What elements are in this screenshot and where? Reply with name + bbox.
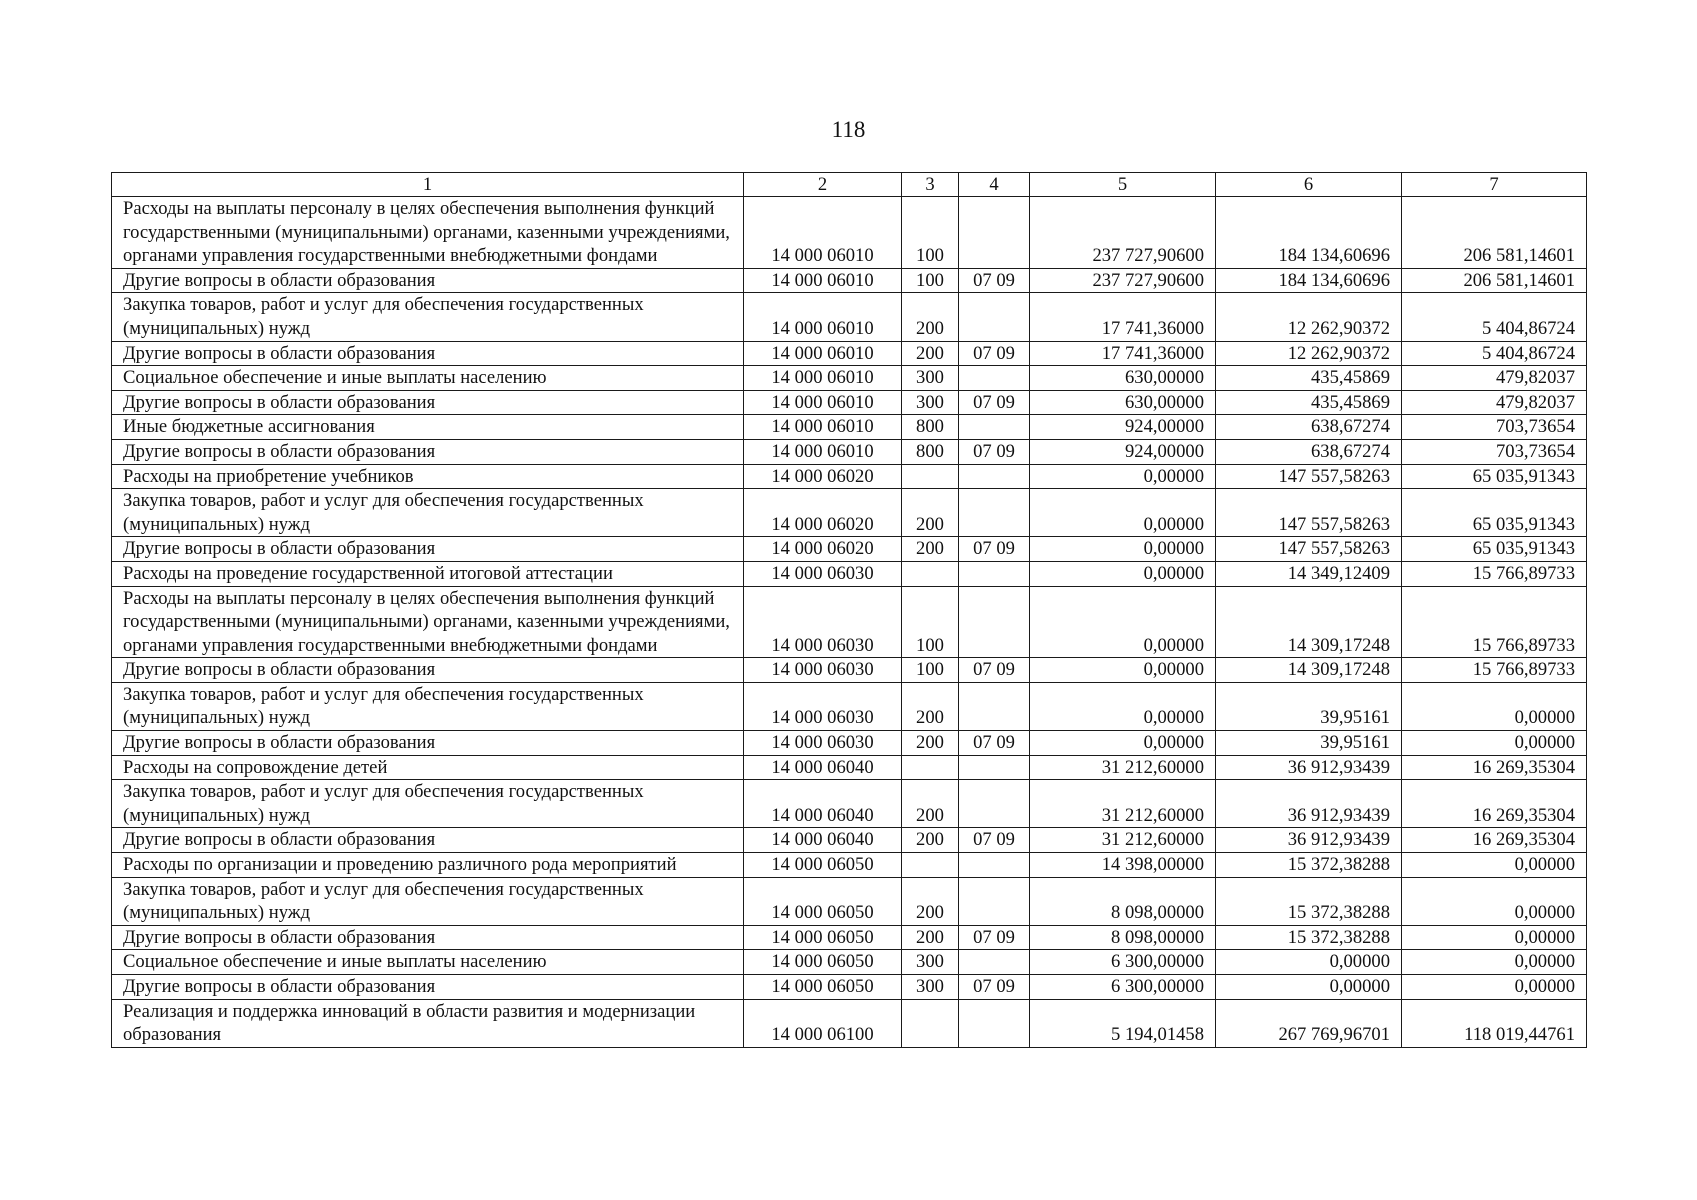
amount-col6-cell: 39,95161 (1216, 682, 1402, 730)
column-number-cell: 7 (1402, 173, 1587, 197)
expense-name-cell: Расходы на выплаты персоналу в целях обеспечения выполнения функций государственными (муниципальными) органами, казенными учреждениями, органами управления государственными внебюджетными фондами (112, 197, 744, 269)
expense-type-cell (902, 561, 959, 586)
expense-type-cell: 200 (902, 925, 959, 950)
expense-name-cell: Расходы на сопровождение детей (112, 755, 744, 780)
target-article-cell: 14 000 06020 (744, 464, 902, 489)
expense-type-cell (902, 999, 959, 1047)
table-row (112, 537, 1587, 562)
amount-col7-cell: 703,73654 (1402, 439, 1587, 464)
section-code-cell: 07 09 (959, 268, 1030, 293)
expense-name-cell: Закупка товаров, работ и услуг для обеспечения государственных (муниципальных) нужд (112, 682, 744, 730)
section-code-cell (959, 293, 1030, 341)
amount-col5-cell: 8 098,00000 (1030, 877, 1216, 925)
amount-col5-cell: 0,00000 (1030, 537, 1216, 562)
amount-col5-cell: 0,00000 (1030, 658, 1216, 683)
section-code-cell (959, 950, 1030, 975)
target-article-cell: 14 000 06050 (744, 975, 902, 1000)
amount-col6-cell: 0,00000 (1216, 975, 1402, 1000)
amount-col6-cell: 36 912,93439 (1216, 828, 1402, 853)
amount-col5-cell: 6 300,00000 (1030, 950, 1216, 975)
expense-type-cell: 300 (902, 366, 959, 391)
target-article-cell: 14 000 06010 (744, 366, 902, 391)
table-row (112, 853, 1587, 878)
table-row (112, 390, 1587, 415)
table-body (112, 197, 1587, 1048)
target-article-cell: 14 000 06010 (744, 439, 902, 464)
amount-col7-cell: 0,00000 (1402, 950, 1587, 975)
amount-col7-cell: 206 581,14601 (1402, 268, 1587, 293)
expense-type-cell: 200 (902, 341, 959, 366)
section-code-cell (959, 780, 1030, 828)
expense-type-cell: 200 (902, 489, 959, 537)
amount-col6-cell: 0,00000 (1216, 950, 1402, 975)
amount-col6-cell: 15 372,38288 (1216, 877, 1402, 925)
table-row (112, 366, 1587, 391)
amount-col5-cell: 0,00000 (1030, 561, 1216, 586)
amount-col5-cell: 17 741,36000 (1030, 341, 1216, 366)
amount-col5-cell: 14 398,00000 (1030, 853, 1216, 878)
target-article-cell: 14 000 06030 (744, 586, 902, 658)
column-number-cell: 4 (959, 173, 1030, 197)
target-article-cell: 14 000 06050 (744, 877, 902, 925)
expense-name-cell: Расходы на проведение государственной итоговой аттестации (112, 561, 744, 586)
amount-col5-cell: 0,00000 (1030, 489, 1216, 537)
amount-col7-cell: 5 404,86724 (1402, 293, 1587, 341)
amount-col6-cell: 15 372,38288 (1216, 853, 1402, 878)
expense-type-cell (902, 464, 959, 489)
amount-col6-cell: 638,67274 (1216, 439, 1402, 464)
section-code-cell: 07 09 (959, 925, 1030, 950)
table-row (112, 877, 1587, 925)
amount-col7-cell: 0,00000 (1402, 975, 1587, 1000)
section-code-cell (959, 415, 1030, 440)
section-code-cell (959, 464, 1030, 489)
expense-type-cell (902, 853, 959, 878)
amount-col5-cell: 630,00000 (1030, 390, 1216, 415)
amount-col6-cell: 147 557,58263 (1216, 489, 1402, 537)
amount-col6-cell: 14 309,17248 (1216, 658, 1402, 683)
amount-col6-cell: 435,45869 (1216, 390, 1402, 415)
expense-name-cell: Другие вопросы в области образования (112, 390, 744, 415)
expense-name-cell: Социальное обеспечение и иные выплаты населению (112, 366, 744, 391)
amount-col7-cell: 0,00000 (1402, 925, 1587, 950)
amount-col7-cell: 0,00000 (1402, 731, 1587, 756)
amount-col7-cell: 15 766,89733 (1402, 586, 1587, 658)
amount-col6-cell: 267 769,96701 (1216, 999, 1402, 1047)
expense-type-cell: 100 (902, 586, 959, 658)
expense-type-cell: 100 (902, 658, 959, 683)
target-article-cell: 14 000 06010 (744, 341, 902, 366)
amount-col5-cell: 31 212,60000 (1030, 828, 1216, 853)
amount-col7-cell: 16 269,35304 (1402, 828, 1587, 853)
amount-col6-cell: 12 262,90372 (1216, 293, 1402, 341)
section-code-cell (959, 586, 1030, 658)
section-code-cell (959, 877, 1030, 925)
section-code-cell (959, 561, 1030, 586)
section-code-cell: 07 09 (959, 341, 1030, 366)
table-row (112, 561, 1587, 586)
table-row (112, 950, 1587, 975)
amount-col7-cell: 703,73654 (1402, 415, 1587, 440)
target-article-cell: 14 000 06100 (744, 999, 902, 1047)
table-row (112, 682, 1587, 730)
expense-type-cell (902, 755, 959, 780)
budget-table (111, 172, 1587, 1048)
target-article-cell: 14 000 06020 (744, 489, 902, 537)
expense-name-cell: Закупка товаров, работ и услуг для обеспечения государственных (муниципальных) нужд (112, 877, 744, 925)
column-number-cell: 3 (902, 173, 959, 197)
table-row (112, 755, 1587, 780)
amount-col6-cell: 435,45869 (1216, 366, 1402, 391)
table-row (112, 439, 1587, 464)
table-row (112, 780, 1587, 828)
table-row (112, 293, 1587, 341)
expense-name-cell: Реализация и поддержка инноваций в области развития и модернизации образования (112, 999, 744, 1047)
section-code-cell (959, 999, 1030, 1047)
expense-name-cell: Другие вопросы в области образования (112, 658, 744, 683)
target-article-cell: 14 000 06030 (744, 682, 902, 730)
column-number-cell: 5 (1030, 173, 1216, 197)
expense-type-cell: 200 (902, 537, 959, 562)
page-number: 118 (831, 117, 866, 142)
amount-col7-cell: 206 581,14601 (1402, 197, 1587, 269)
amount-col5-cell: 8 098,00000 (1030, 925, 1216, 950)
expense-type-cell: 300 (902, 975, 959, 1000)
section-code-cell (959, 489, 1030, 537)
amount-col5-cell: 237 727,90600 (1030, 268, 1216, 293)
expense-name-cell: Социальное обеспечение и иные выплаты населению (112, 950, 744, 975)
amount-col7-cell: 65 035,91343 (1402, 464, 1587, 489)
expense-type-cell: 300 (902, 950, 959, 975)
column-number-cell: 2 (744, 173, 902, 197)
section-code-cell: 07 09 (959, 731, 1030, 756)
target-article-cell: 14 000 06010 (744, 197, 902, 269)
amount-col7-cell: 16 269,35304 (1402, 755, 1587, 780)
amount-col6-cell: 147 557,58263 (1216, 537, 1402, 562)
section-code-cell (959, 682, 1030, 730)
amount-col7-cell: 65 035,91343 (1402, 489, 1587, 537)
column-number-row (112, 173, 1587, 197)
expense-type-cell: 200 (902, 828, 959, 853)
expense-type-cell: 200 (902, 780, 959, 828)
section-code-cell: 07 09 (959, 828, 1030, 853)
section-code-cell: 07 09 (959, 439, 1030, 464)
amount-col6-cell: 184 134,60696 (1216, 197, 1402, 269)
amount-col7-cell: 5 404,86724 (1402, 341, 1587, 366)
amount-col7-cell: 0,00000 (1402, 853, 1587, 878)
target-article-cell: 14 000 06030 (744, 561, 902, 586)
expense-name-cell: Расходы по организации и проведению различного рода мероприятий (112, 853, 744, 878)
amount-col5-cell: 5 194,01458 (1030, 999, 1216, 1047)
target-article-cell: 14 000 06040 (744, 828, 902, 853)
expense-type-cell: 200 (902, 731, 959, 756)
target-article-cell: 14 000 06020 (744, 537, 902, 562)
table-row (112, 586, 1587, 658)
expense-name-cell: Другие вопросы в области образования (112, 537, 744, 562)
expense-name-cell: Другие вопросы в области образования (112, 975, 744, 1000)
column-number-cell: 1 (112, 173, 744, 197)
section-code-cell (959, 197, 1030, 269)
amount-col5-cell: 0,00000 (1030, 731, 1216, 756)
amount-col6-cell: 14 309,17248 (1216, 586, 1402, 658)
expense-name-cell: Другие вопросы в области образования (112, 341, 744, 366)
amount-col7-cell: 479,82037 (1402, 366, 1587, 391)
table-row (112, 268, 1587, 293)
expense-name-cell: Другие вопросы в области образования (112, 439, 744, 464)
expense-name-cell: Иные бюджетные ассигнования (112, 415, 744, 440)
target-article-cell: 14 000 06040 (744, 755, 902, 780)
amount-col5-cell: 0,00000 (1030, 464, 1216, 489)
amount-col5-cell: 31 212,60000 (1030, 780, 1216, 828)
table-row (112, 415, 1587, 440)
expense-type-cell: 200 (902, 293, 959, 341)
amount-col7-cell: 15 766,89733 (1402, 561, 1587, 586)
table-row (112, 489, 1587, 537)
table-row (112, 999, 1587, 1047)
target-article-cell: 14 000 06010 (744, 390, 902, 415)
target-article-cell: 14 000 06010 (744, 268, 902, 293)
section-code-cell: 07 09 (959, 537, 1030, 562)
table-row (112, 658, 1587, 683)
amount-col7-cell: 16 269,35304 (1402, 780, 1587, 828)
target-article-cell: 14 000 06030 (744, 731, 902, 756)
section-code-cell: 07 09 (959, 390, 1030, 415)
amount-col7-cell: 15 766,89733 (1402, 658, 1587, 683)
amount-col7-cell: 65 035,91343 (1402, 537, 1587, 562)
expense-type-cell: 200 (902, 877, 959, 925)
expense-name-cell: Закупка товаров, работ и услуг для обеспечения государственных (муниципальных) нужд (112, 780, 744, 828)
amount-col6-cell: 184 134,60696 (1216, 268, 1402, 293)
amount-col6-cell: 15 372,38288 (1216, 925, 1402, 950)
expense-name-cell: Закупка товаров, работ и услуг для обеспечения государственных (муниципальных) нужд (112, 489, 744, 537)
expense-type-cell: 800 (902, 415, 959, 440)
amount-col6-cell: 36 912,93439 (1216, 755, 1402, 780)
table-row (112, 731, 1587, 756)
expense-type-cell: 100 (902, 268, 959, 293)
expense-name-cell: Расходы на выплаты персоналу в целях обеспечения выполнения функций государственными (муниципальными) органами, казенными учреждениями, органами управления государственными внебюджетными фондами (112, 586, 744, 658)
table-row (112, 828, 1587, 853)
section-code-cell (959, 755, 1030, 780)
section-code-cell: 07 09 (959, 658, 1030, 683)
amount-col6-cell: 147 557,58263 (1216, 464, 1402, 489)
amount-col7-cell: 118 019,44761 (1402, 999, 1587, 1047)
expense-type-cell: 800 (902, 439, 959, 464)
amount-col6-cell: 12 262,90372 (1216, 341, 1402, 366)
target-article-cell: 14 000 06050 (744, 853, 902, 878)
amount-col5-cell: 0,00000 (1030, 682, 1216, 730)
amount-col5-cell: 6 300,00000 (1030, 975, 1216, 1000)
table-row (112, 464, 1587, 489)
amount-col7-cell: 0,00000 (1402, 877, 1587, 925)
expense-type-cell: 300 (902, 390, 959, 415)
amount-col6-cell: 638,67274 (1216, 415, 1402, 440)
amount-col5-cell: 31 212,60000 (1030, 755, 1216, 780)
target-article-cell: 14 000 06010 (744, 293, 902, 341)
expense-name-cell: Закупка товаров, работ и услуг для обеспечения государственных (муниципальных) нужд (112, 293, 744, 341)
expense-type-cell: 100 (902, 197, 959, 269)
amount-col6-cell: 14 349,12409 (1216, 561, 1402, 586)
amount-col6-cell: 36 912,93439 (1216, 780, 1402, 828)
amount-col7-cell: 0,00000 (1402, 682, 1587, 730)
target-article-cell: 14 000 06030 (744, 658, 902, 683)
expense-name-cell: Другие вопросы в области образования (112, 828, 744, 853)
section-code-cell: 07 09 (959, 975, 1030, 1000)
amount-col5-cell: 0,00000 (1030, 586, 1216, 658)
target-article-cell: 14 000 06050 (744, 925, 902, 950)
expense-name-cell: Другие вопросы в области образования (112, 731, 744, 756)
target-article-cell: 14 000 06010 (744, 415, 902, 440)
amount-col5-cell: 630,00000 (1030, 366, 1216, 391)
expense-name-cell: Другие вопросы в области образования (112, 925, 744, 950)
expense-type-cell: 200 (902, 682, 959, 730)
amount-col5-cell: 237 727,90600 (1030, 197, 1216, 269)
table-row (112, 341, 1587, 366)
amount-col7-cell: 479,82037 (1402, 390, 1587, 415)
expense-name-cell: Другие вопросы в области образования (112, 268, 744, 293)
amount-col5-cell: 924,00000 (1030, 439, 1216, 464)
amount-col5-cell: 17 741,36000 (1030, 293, 1216, 341)
section-code-cell (959, 366, 1030, 391)
target-article-cell: 14 000 06040 (744, 780, 902, 828)
section-code-cell (959, 853, 1030, 878)
amount-col6-cell: 39,95161 (1216, 731, 1402, 756)
expense-name-cell: Расходы на приобретение учебников (112, 464, 744, 489)
table-row (112, 975, 1587, 1000)
table-row (112, 925, 1587, 950)
column-number-cell: 6 (1216, 173, 1402, 197)
table-row (112, 197, 1587, 269)
target-article-cell: 14 000 06050 (744, 950, 902, 975)
amount-col5-cell: 924,00000 (1030, 415, 1216, 440)
